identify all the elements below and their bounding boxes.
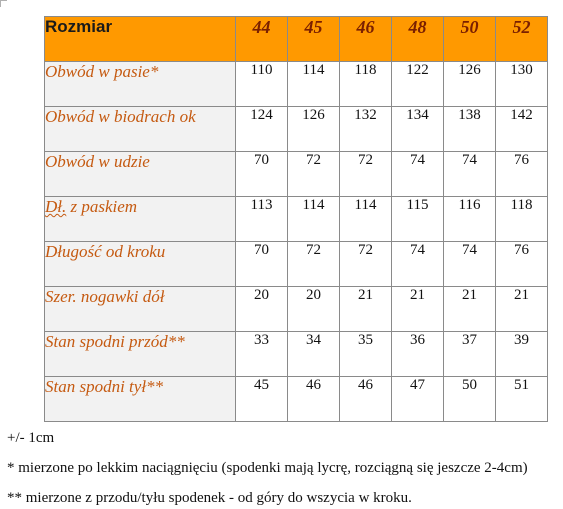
header-size-50: 50 bbox=[444, 17, 496, 62]
table-cell: 74 bbox=[444, 152, 496, 197]
table-cell: 72 bbox=[340, 242, 392, 287]
table-cell: 70 bbox=[236, 242, 288, 287]
header-size-52: 52 bbox=[496, 17, 548, 62]
table-cell: 74 bbox=[392, 242, 444, 287]
table-cell: 114 bbox=[288, 62, 340, 107]
note-single-star: * mierzone po lekkim naciągnięciu (spodenki mają lycrę, rozciągną się jeszcze 2-4cm) bbox=[7, 460, 528, 476]
header-size-45: 45 bbox=[288, 17, 340, 62]
table-cell: 126 bbox=[288, 107, 340, 152]
row-label-back-rise: Stan spodni tył** bbox=[45, 377, 236, 422]
table-cell: 70 bbox=[236, 152, 288, 197]
table-row bbox=[45, 287, 548, 332]
table-cell: 37 bbox=[444, 332, 496, 377]
header-size-48: 48 bbox=[392, 17, 444, 62]
table-cell: 76 bbox=[496, 242, 548, 287]
table-row bbox=[45, 377, 548, 422]
header-size-46: 46 bbox=[340, 17, 392, 62]
table-cell: 33 bbox=[236, 332, 288, 377]
header-size-44: 44 bbox=[236, 17, 288, 62]
table-cell: 21 bbox=[340, 287, 392, 332]
table-cell: 114 bbox=[288, 197, 340, 242]
table-cell: 72 bbox=[288, 152, 340, 197]
table-cell: 126 bbox=[444, 62, 496, 107]
size-table bbox=[44, 16, 548, 422]
table-cell: 130 bbox=[496, 62, 548, 107]
table-row bbox=[45, 332, 548, 377]
table-cell: 45 bbox=[236, 377, 288, 422]
table-row bbox=[45, 242, 548, 287]
row-label-thigh: Obwód w udzie bbox=[45, 152, 236, 197]
table-cell: 51 bbox=[496, 377, 548, 422]
header-label: Rozmiar bbox=[45, 17, 236, 62]
row-label-inseam: Długość od kroku bbox=[45, 242, 236, 287]
table-cell: 39 bbox=[496, 332, 548, 377]
table-cell: 46 bbox=[288, 377, 340, 422]
row-label-waist: Obwód w pasie* bbox=[45, 62, 236, 107]
table-cell: 142 bbox=[496, 107, 548, 152]
row-label-prefix: Dł. bbox=[45, 197, 67, 216]
table-cell: 21 bbox=[496, 287, 548, 332]
table-cell: 122 bbox=[392, 62, 444, 107]
table-cell: 132 bbox=[340, 107, 392, 152]
table-cell: 138 bbox=[444, 107, 496, 152]
table-cell: 114 bbox=[340, 197, 392, 242]
table-cell: 46 bbox=[340, 377, 392, 422]
table-row bbox=[45, 197, 548, 242]
table-cell: 72 bbox=[288, 242, 340, 287]
table-cell: 134 bbox=[392, 107, 444, 152]
table-cell: 124 bbox=[236, 107, 288, 152]
table-cell: 118 bbox=[496, 197, 548, 242]
row-label-front-rise: Stan spodni przód** bbox=[45, 332, 236, 377]
table-cell: 116 bbox=[444, 197, 496, 242]
table-cell: 34 bbox=[288, 332, 340, 377]
row-label-leg-opening: Szer. nogawki dół bbox=[45, 287, 236, 332]
table-cell: 21 bbox=[444, 287, 496, 332]
row-label-rest: z paskiem bbox=[66, 197, 138, 216]
note-double-star: ** mierzone z przodu/tyłu spodenek - od góry do wszycia w kroku. bbox=[7, 490, 412, 506]
table-cell: 20 bbox=[236, 287, 288, 332]
table-cell: 36 bbox=[392, 332, 444, 377]
table-cell: 21 bbox=[392, 287, 444, 332]
table-cell: 76 bbox=[496, 152, 548, 197]
table-row bbox=[45, 62, 548, 107]
table-cell: 74 bbox=[392, 152, 444, 197]
table-row bbox=[45, 107, 548, 152]
table-cell: 115 bbox=[392, 197, 444, 242]
table-cell: 50 bbox=[444, 377, 496, 422]
table-cell: 72 bbox=[340, 152, 392, 197]
table-cell: 110 bbox=[236, 62, 288, 107]
corner-mark bbox=[0, 0, 7, 7]
table-cell: 47 bbox=[392, 377, 444, 422]
table-row bbox=[45, 152, 548, 197]
note-tolerance: +/- 1cm bbox=[7, 430, 55, 446]
table-header-row bbox=[45, 17, 548, 62]
table-cell: 118 bbox=[340, 62, 392, 107]
row-label-length-with-belt bbox=[45, 197, 236, 242]
table-cell: 20 bbox=[288, 287, 340, 332]
row-label-hips: Obwód w biodrach ok bbox=[45, 107, 236, 152]
table-cell: 113 bbox=[236, 197, 288, 242]
table-cell: 74 bbox=[444, 242, 496, 287]
table-cell: 35 bbox=[340, 332, 392, 377]
